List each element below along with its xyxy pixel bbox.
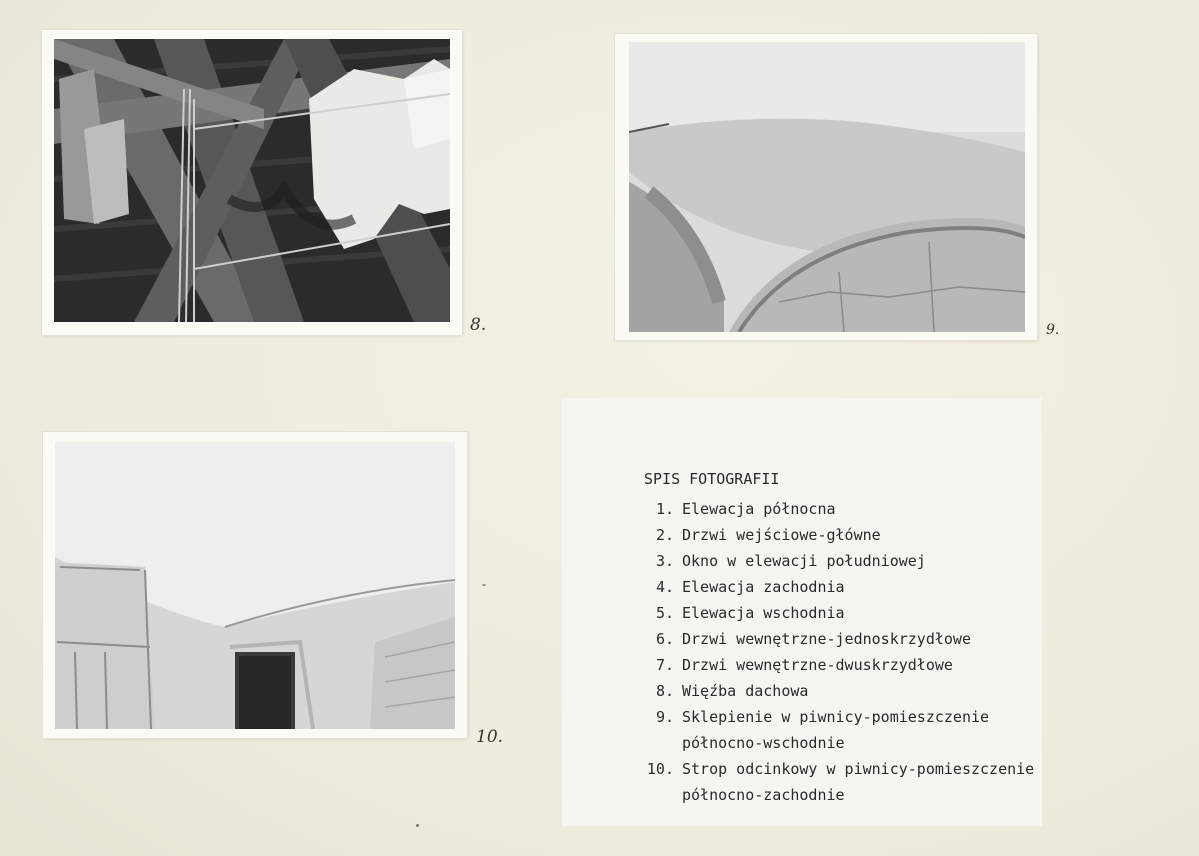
photo-8-roof-truss: [54, 39, 450, 322]
photo-list-card: [562, 398, 1042, 826]
photo-list: [632, 496, 1042, 808]
photo-mount-9: [615, 34, 1037, 340]
list-item: 10. Strop odcinkowy w piwnicy-pomieszczenie północno-zachodnie: [646, 760, 1035, 804]
list-item: 3. Okno w elewacji południowej: [655, 552, 926, 570]
photo-10-cellar-ceiling: [55, 442, 455, 729]
photo-mount-8: [42, 30, 462, 335]
list-item: 8. Więźba dachowa: [655, 682, 809, 700]
list-item: 5. Elewacja wschodnia: [655, 604, 845, 622]
photo-list-title: SPIS FOTOGRAFII: [644, 470, 780, 488]
list-item: 4. Elewacja zachodnia: [655, 578, 845, 596]
paper-speck: [482, 584, 486, 586]
list-item: 2. Drzwi wejściowe-główne: [655, 526, 881, 544]
list-item: 9. Sklepienie w piwnicy-pomieszczenie północno-wschodnie: [655, 708, 990, 752]
photo-number-9: 9.: [1046, 322, 1060, 338]
list-item: 1. Elewacja północna: [655, 500, 836, 518]
list-item: 6. Drzwi wewnętrzne-jednoskrzydłowe: [655, 630, 971, 648]
photo-9-cellar-vault: [629, 42, 1025, 332]
photo-number-10: 10.: [476, 727, 504, 747]
list-item: 7. Drzwi wewnętrzne-dwuskrzydłowe: [655, 656, 953, 674]
paper-speck: [416, 824, 419, 827]
photo-number-8: 8.: [470, 315, 487, 335]
photo-mount-10: [43, 432, 467, 738]
